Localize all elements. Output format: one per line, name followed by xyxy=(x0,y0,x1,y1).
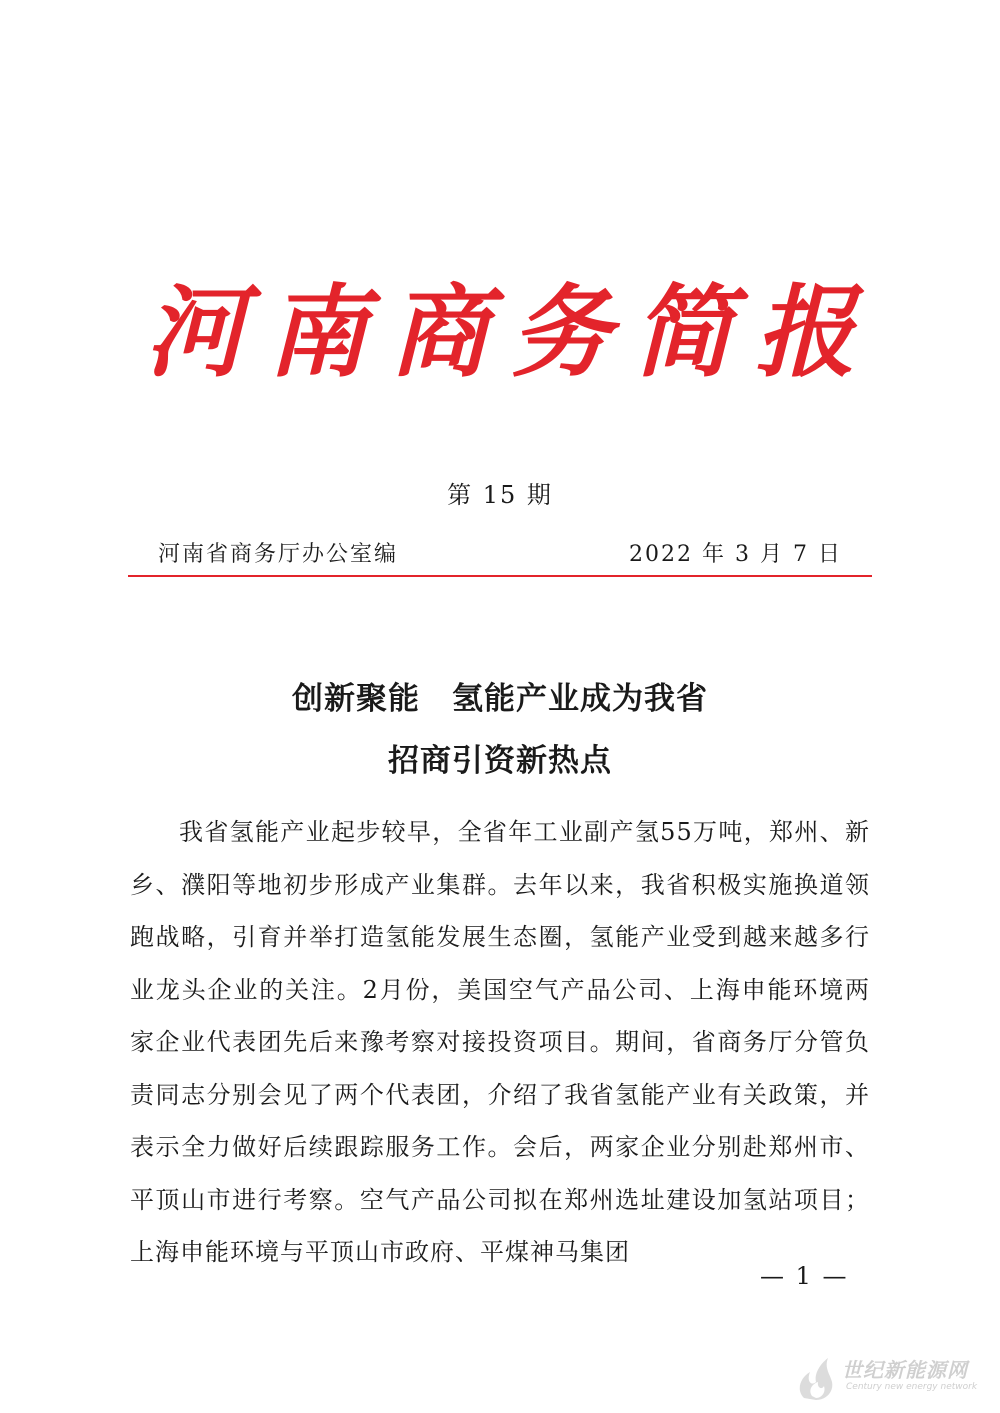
issue-date: 2022 年 3 月 7 日 xyxy=(629,542,842,567)
article-headline xyxy=(0,668,1000,792)
watermark-subtext: Century new energy network xyxy=(846,1382,978,1392)
watermark-text: 世纪新能源网 xyxy=(842,1358,968,1382)
flame-logo-icon xyxy=(790,1352,842,1402)
headline-line-1: 创新聚能 氢能产业成为我省 xyxy=(292,681,708,717)
issue-meta-row xyxy=(158,537,842,568)
watermark-logo xyxy=(790,1352,990,1402)
masthead-title: 河南商务简报 xyxy=(145,273,877,391)
editor-label: 河南省商务厅办公室编 xyxy=(158,542,399,567)
article-body: 我省氢能产业起步较早，全省年工业副产氢55万吨，郑州、新乡、濮阳等地初步形成产业集群。去年以来，我省积极实施换道领跑战略，引育并举打造氢能发展生态圈，氢能产业受到越来越多行业龙头企业的关注。2月份，美国空气产品公司、上海申能环境两家企业代表团先后来豫考察对接投资项目。期间，省商务厅分管负责同志分别会见了两个代表团，介绍了我省氢能产业有关政策，并表示全力做好后续跟踪服务工作。会后，两家企业分别赴郑州市、平顶山市进行考察。空气产品公司拟在郑州选址建设加氢站项目；上海申能环境与平顶山市政府、平煤神马集团 xyxy=(130,818,870,1266)
issue-number: 第 15 期 xyxy=(447,481,553,509)
red-divider xyxy=(128,575,872,577)
headline-line-2: 招商引资新热点 xyxy=(388,743,612,779)
page-number: — 1 — xyxy=(760,1262,849,1290)
